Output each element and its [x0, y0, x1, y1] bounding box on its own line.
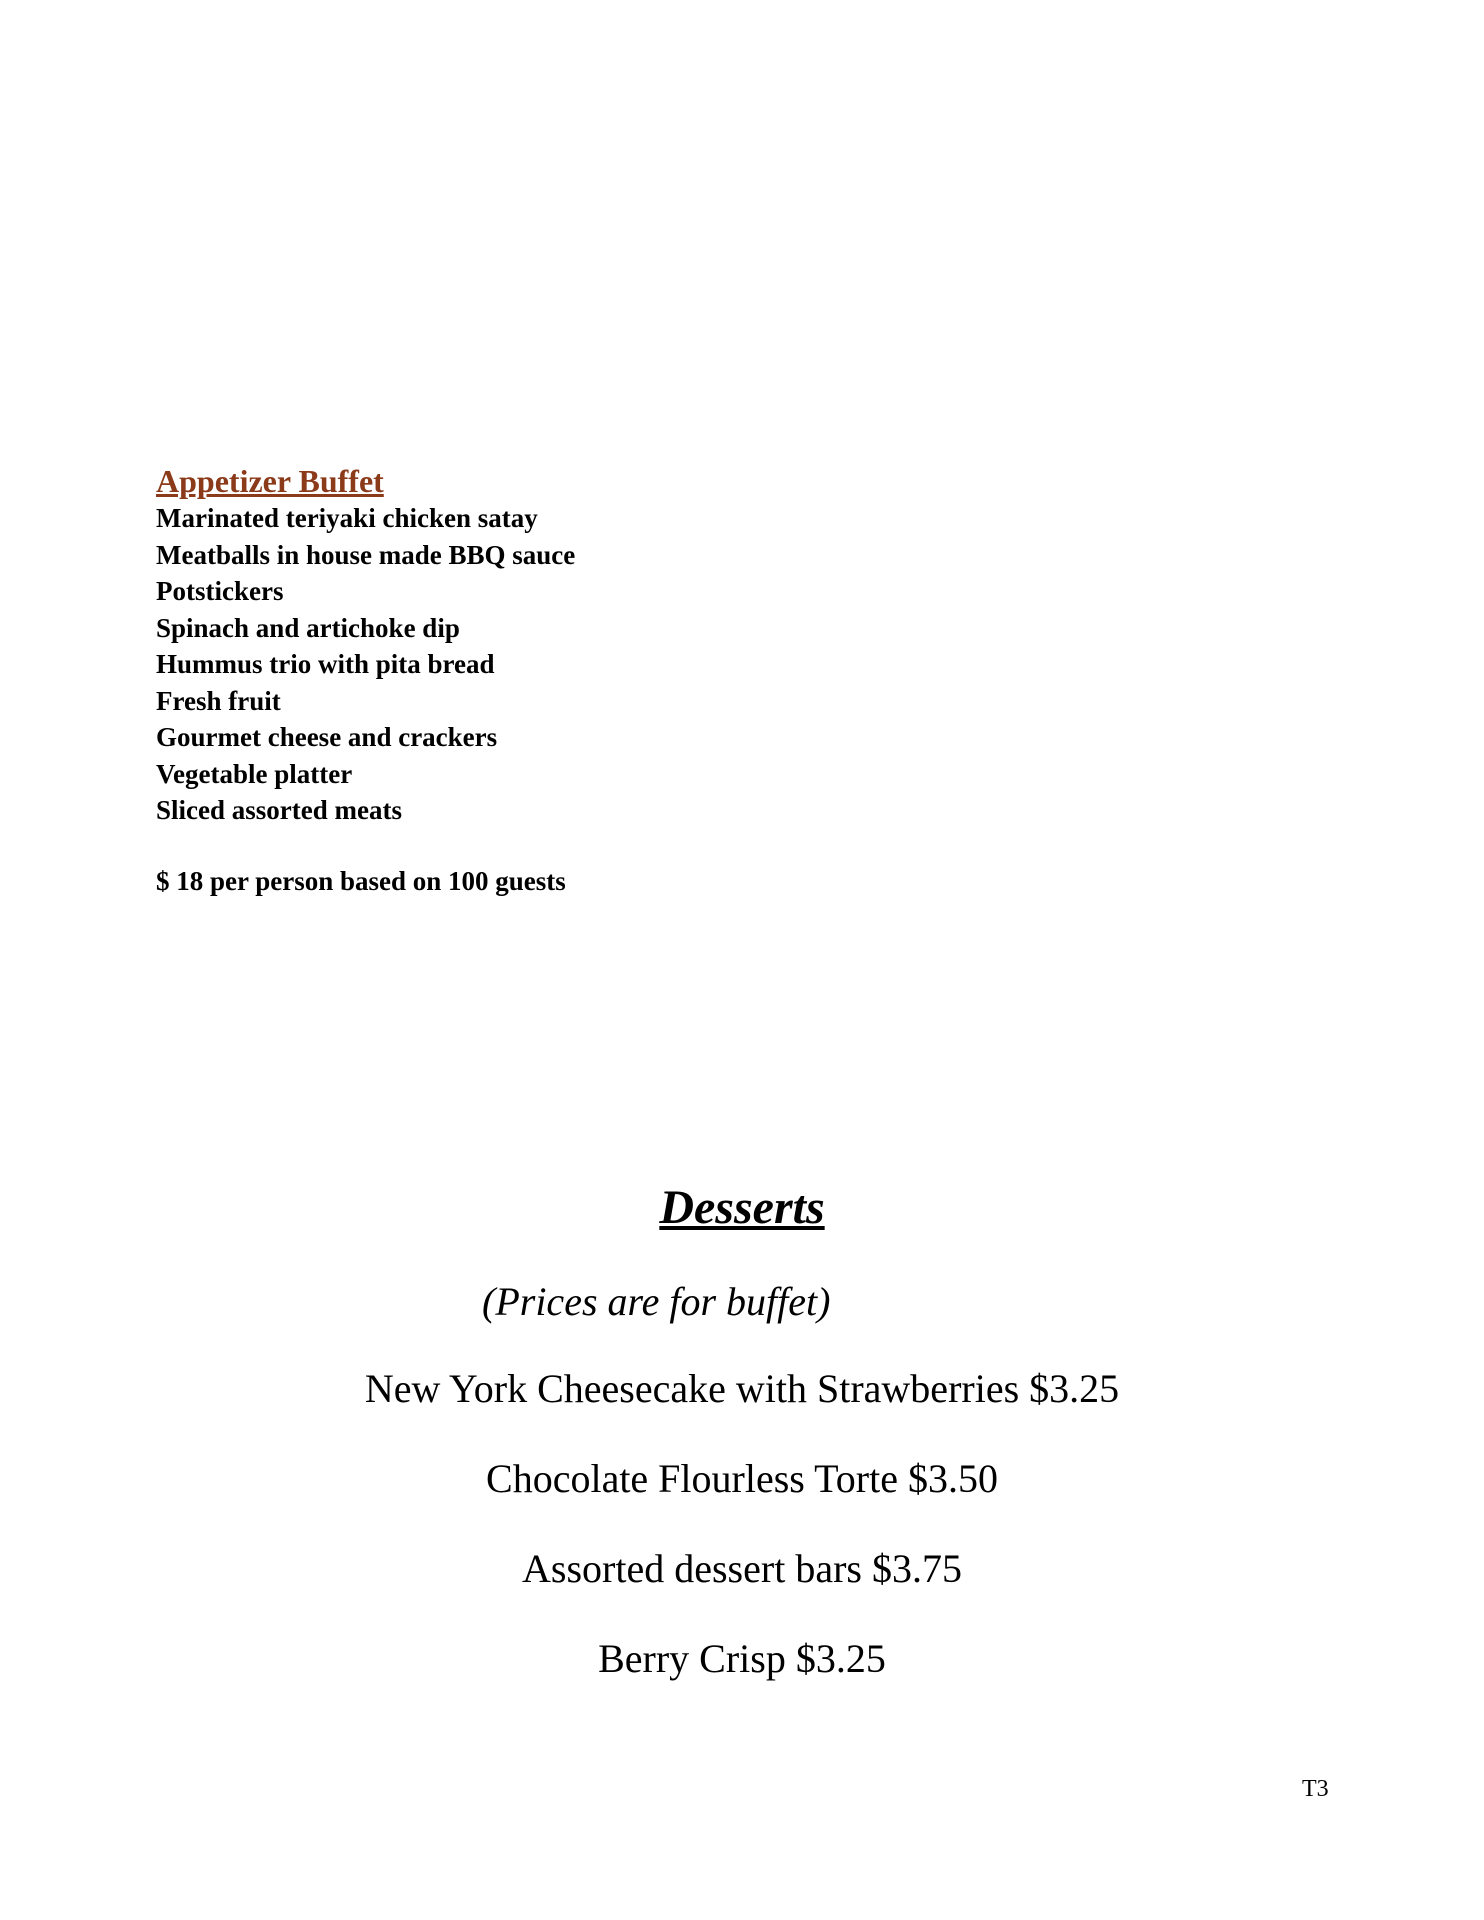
appetizer-item: Fresh fruit [156, 685, 281, 716]
appetizer-item: Sliced assorted meats [156, 795, 402, 825]
dessert-item-list [0, 1364, 1484, 1724]
desserts-price-note: (Prices are for buffet) [482, 1279, 831, 1324]
appetizer-item: Potstickers [156, 576, 284, 606]
dessert-item: Chocolate Flourless Torte $3.50 [486, 1456, 998, 1501]
appetizer-item: Meatballs in house made BBQ sauce [156, 539, 576, 570]
appetizer-price-note: $ 18 per person based on 100 guests [156, 865, 566, 896]
appetizer-buffet-section [156, 462, 856, 899]
appetizer-item-list [156, 500, 856, 829]
desserts-title: Desserts [659, 1181, 825, 1234]
appetizer-item: Gourmet cheese and crackers [156, 722, 498, 752]
appetizer-item: Hummus trio with pita bread [156, 649, 495, 679]
appetizer-item: Marinated teriyaki chicken satay [156, 503, 538, 533]
dessert-item: Berry Crisp $3.25 [598, 1636, 886, 1681]
appetizer-item: Vegetable platter [156, 758, 353, 789]
appetizer-buffet-title: Appetizer Buffet [156, 463, 384, 499]
dessert-item: Assorted dessert bars $3.75 [522, 1546, 962, 1591]
dessert-item: New York Cheesecake with Strawberries $3.25 [364, 1366, 1120, 1411]
page-number: T3 [1302, 1776, 1329, 1802]
appetizer-item: Spinach and artichoke dip [156, 612, 460, 643]
